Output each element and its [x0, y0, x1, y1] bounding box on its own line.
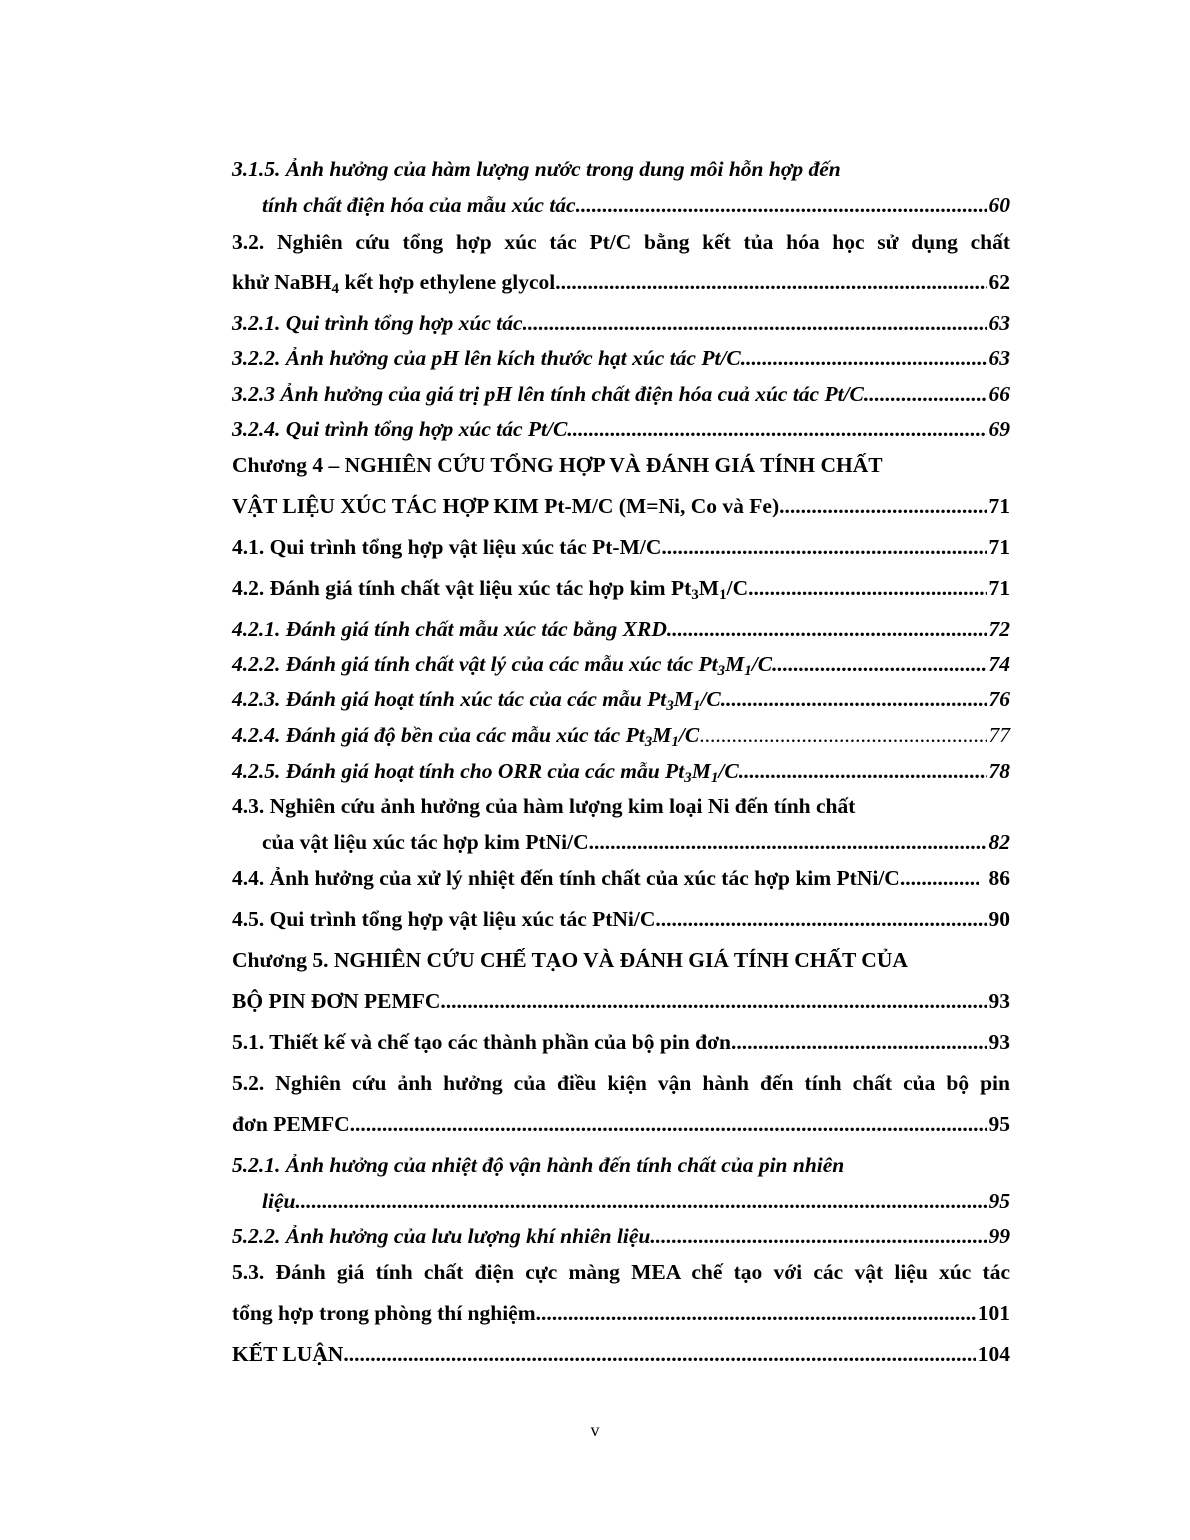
toc-entry-title: 5.2.2. Ảnh hưởng của lưu lượng khí nhiên liệu: [232, 1224, 651, 1248]
toc-entry[interactable]: [232, 686, 1010, 712]
toc-entry[interactable]: [232, 1152, 1010, 1214]
toc-entry-title-line1: Chương 4 – NGHIÊN CỨU TỔNG HỢP VÀ ĐÁNH GIÁ TÍNH CHẤT: [232, 453, 883, 477]
leader-dots: [741, 345, 987, 371]
toc-page-number: 86: [988, 866, 1010, 890]
toc-page-number: 60: [988, 193, 1010, 217]
toc-entry-title: 3.2.1. Qui trình tổng hợp xúc tác: [232, 311, 523, 335]
toc-entry[interactable]: [232, 452, 1010, 519]
toc-page-number: 71: [988, 494, 1010, 518]
toc-entry-title: 4.2.2. Đánh giá tính chất vật lý của các mẫu xúc tác $Pt_3M_1/C$: [232, 652, 773, 679]
leader-dots: [772, 651, 986, 677]
toc-page-number: 77: [988, 723, 1010, 747]
toc-page-number: 63: [988, 311, 1010, 335]
leader-dots: [748, 575, 986, 601]
toc-entry[interactable]: [232, 156, 1010, 218]
toc-entry[interactable]: [232, 865, 1010, 891]
leader-dots: [350, 1111, 987, 1137]
leader-dots: [440, 988, 986, 1014]
leader-dots: [864, 381, 987, 407]
leader-dots: [343, 1341, 975, 1367]
toc-page-number: 71: [988, 576, 1010, 600]
toc-page-number: 90: [988, 907, 1010, 931]
toc-entry[interactable]: [232, 616, 1010, 642]
toc-entry-title: 4.2.3. Đánh giá hoạt tính xúc tác của các mẫu $Pt_3M_1/C$: [232, 687, 721, 714]
leader-dots: [905, 865, 978, 891]
leader-dots: [779, 493, 986, 519]
leader-dots: [661, 534, 986, 560]
toc-entry-title: 3.2.4. Qui trình tổng hợp xúc tác Pt/C: [232, 417, 568, 441]
toc-entry-title-line1: 5.2. Nghiên cứu ảnh hưởng của điều kiện vận hành đến tính chất của bộ pin: [232, 1071, 1010, 1095]
toc-page-number: 71: [988, 535, 1010, 559]
toc-entry-title-line2: khử NaBH$_4$ kết hợp ethylene glycol: [232, 270, 556, 297]
toc-page-number: 69: [988, 417, 1010, 441]
toc-entry-title-line1: 5.3. Đánh giá tính chất điện cực màng MEA chế tạo với các vật liệu xúc tác: [232, 1260, 1010, 1284]
toc-entry-title: 4.2. Đánh giá tính chất vật liệu xúc tác hợp kim $Pt_3M_1/C$: [232, 576, 749, 603]
toc-entry-title-line2: tính chất điện hóa của mẫu xúc tác: [262, 193, 576, 217]
toc-entry-title: 4.2.1. Đánh giá tính chất mẫu xúc tác bằng XRD: [232, 617, 667, 641]
toc-entry[interactable]: [232, 906, 1010, 932]
leader-dots: [555, 269, 986, 295]
leader-dots: [721, 686, 987, 712]
toc-entry[interactable]: [232, 758, 1010, 784]
toc-entry[interactable]: [232, 229, 1010, 295]
toc-entry-title: 5.1. Thiết kế và chế tạo các thành phần của bộ pin đơn: [232, 1030, 731, 1054]
toc-entry[interactable]: [232, 534, 1010, 560]
toc-page-number: 63: [988, 346, 1010, 370]
toc-entry-title-line1: 4.3. Nghiên cứu ảnh hưởng của hàm lượng kim loại Ni đến tính chất: [232, 794, 856, 818]
toc-entry-title-line2: BỘ PIN ĐƠN PEMFC: [232, 989, 441, 1013]
toc-entry[interactable]: [232, 947, 1010, 1014]
leader-dots: [523, 310, 987, 336]
toc-entry[interactable]: [232, 651, 1010, 677]
toc-page-number: 72: [988, 617, 1010, 641]
toc-entry-title-line1: 3.2. Nghiên cứu tổng hợp xúc tác Pt/C bằng kết tủa hóa học sử dụng chất: [232, 230, 1010, 254]
toc-entry-title: 4.5. Qui trình tổng hợp vật liệu xúc tác PtNi/C.: [232, 907, 661, 931]
toc-entry[interactable]: [232, 1259, 1010, 1326]
toc-entry[interactable]: [232, 1223, 1010, 1249]
leader-dots: [567, 416, 986, 442]
toc-page-number: 99: [988, 1224, 1010, 1248]
toc-entry-title-line1: Chương 5. NGHIÊN CỨU CHẾ TẠO VÀ ĐÁNH GIÁ TÍNH CHẤT CỦA: [232, 948, 908, 972]
toc-page-number: 95: [988, 1112, 1010, 1136]
leader-dots: [731, 1029, 987, 1055]
toc-entry-title: 4.1. Qui trình tổng hợp vật liệu xúc tác Pt-M/C: [232, 535, 662, 559]
toc-entry[interactable]: [232, 575, 1010, 601]
toc-page-number: 104: [977, 1342, 1010, 1366]
leader-dots: [699, 722, 986, 748]
leader-dots: [589, 829, 987, 855]
toc-page-number: 66: [988, 382, 1010, 406]
toc-page-number: 74: [988, 652, 1010, 676]
leader-dots: [295, 1188, 986, 1214]
toc-entry[interactable]: [232, 416, 1010, 442]
toc-entry[interactable]: [232, 1029, 1010, 1055]
toc-entry[interactable]: [232, 793, 1010, 855]
toc-entry-title: 4.2.5. Đánh giá hoạt tính cho ORR của các mẫu $Pt_3M_1/C$: [232, 759, 739, 786]
toc-entry-title-line1: 3.1.5. Ảnh hưởng của hàm lượng nước trong dung môi hỗn hợp đến: [232, 157, 841, 181]
leader-dots: [667, 616, 987, 642]
toc-entry[interactable]: [232, 722, 1010, 748]
toc-entry-title-line2: VẬT LIỆU XÚC TÁC HỢP KIM Pt-M/C (M=Ni, Co và Fe): [232, 494, 780, 518]
toc-page-number: 93: [988, 989, 1010, 1013]
leader-dots: [661, 906, 987, 932]
toc-entry-title: 3.2.2. Ảnh hưởng của pH lên kích thước hạt xúc tác Pt/C: [232, 346, 741, 370]
toc-entry[interactable]: [232, 1341, 1010, 1367]
toc-entry[interactable]: [232, 310, 1010, 336]
toc-entry-title-line1: 5.2.1. Ảnh hưởng của nhiệt độ vận hành đến tính chất của pin nhiên: [232, 1153, 845, 1177]
toc-page-number: 101: [977, 1301, 1010, 1325]
toc-entry[interactable]: [232, 1070, 1010, 1137]
toc-entry-title-line2: của vật liệu xúc tác hợp kim PtNi/C: [262, 830, 589, 854]
toc-entry[interactable]: [232, 345, 1010, 371]
leader-dots: [739, 758, 987, 784]
toc-page-number: 93: [988, 1030, 1010, 1054]
page-footer-number: v: [590, 1420, 600, 1440]
toc-entry-title: KẾT LUẬN: [232, 1342, 344, 1366]
toc-page-number: 78: [988, 759, 1010, 783]
toc-page-number: 62: [988, 270, 1010, 294]
toc-entry-title: 4.2.4. Đánh giá độ bền của các mẫu xúc tác $Pt_3M_1/C$: [232, 723, 700, 750]
toc-page-number: 95: [988, 1189, 1010, 1213]
leader-dots: [576, 192, 987, 218]
toc-entry-title: 4.4. Ảnh hưởng của xử lý nhiệt đến tính chất của xúc tác hợp kim PtNi/C.: [232, 866, 906, 890]
leader-dots: [650, 1223, 986, 1249]
leader-dots: [536, 1300, 976, 1326]
toc-entry-title-line2: tổng hợp trong phòng thí nghiệm: [232, 1301, 536, 1325]
toc-entry-title-line2: liệu: [262, 1189, 296, 1213]
toc-entry-title: 3.2.3 Ảnh hưởng của giá trị pH lên tính chất điện hóa cuả xúc tác Pt/C: [232, 382, 864, 406]
toc-entry-title-line2: đơn PEMFC: [232, 1112, 350, 1136]
toc-page-number: 76: [988, 687, 1010, 711]
toc-page-number: 82: [988, 830, 1010, 854]
toc-entry[interactable]: [232, 381, 1010, 407]
